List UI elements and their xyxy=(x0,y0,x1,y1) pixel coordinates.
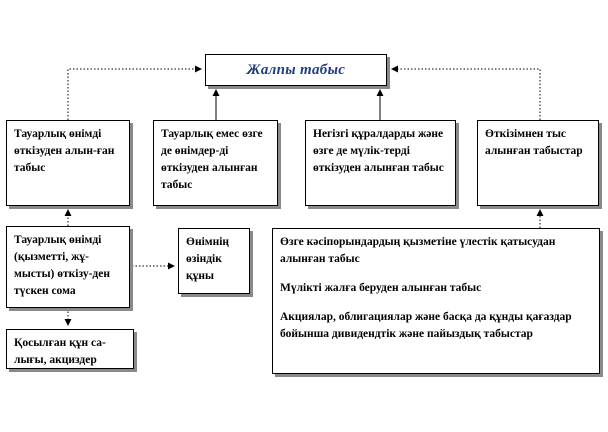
arrow-box4-to-title xyxy=(392,69,540,120)
box-sales-revenue-label: Тауарлық өнімді (қызметті, жұ-мысты) өткізу-ден түскен сома xyxy=(14,234,110,297)
box-vat-excise xyxy=(6,329,134,369)
item-securities-income: Акциялар, облигациялар және басқа да құнды қағаздар бойынша дивидендтік және пайыздық табыстар xyxy=(280,311,572,340)
item-equity-participation: Өзге кәсіпорындардың қызметіне үлестік қатысудан алынған табыс xyxy=(280,236,556,265)
box-fixed-assets-sales-income-label: Негізгі құралдарды және өзге де мүлік-терді өткізуден алынған табыс xyxy=(313,128,444,174)
box-sales-revenue xyxy=(6,226,130,308)
box-non-sales-items xyxy=(272,228,600,374)
box-nonproduct-sales-income xyxy=(153,120,278,206)
item-rental-income: Мүлікті жалға беруден алынған табыс xyxy=(280,282,482,294)
total-income-label: Жалпы табыс xyxy=(246,61,346,78)
total-income-title xyxy=(205,54,387,86)
box-cost-price-label: Өнімнің өзіндік құны xyxy=(186,236,230,282)
arrow-box1-to-title xyxy=(68,69,201,120)
box-cost-price xyxy=(178,228,250,294)
box-product-sales-income xyxy=(6,120,130,206)
box-nonproduct-sales-income-label: Тауарлық емес өзге де өнімдер-ді өткізуден алынған табыс xyxy=(161,128,263,191)
box-non-sales-income-label: Өткізімнен тыс алынған табыстар xyxy=(485,128,583,157)
box-fixed-assets-sales-income xyxy=(305,120,456,206)
box-non-sales-income xyxy=(477,120,599,206)
box-vat-excise-label: Қосылған құн са-лығы, акциздер xyxy=(14,337,106,366)
box-product-sales-income-label: Тауарлық өнімді өткізуден алын-ған табыс xyxy=(14,128,115,174)
